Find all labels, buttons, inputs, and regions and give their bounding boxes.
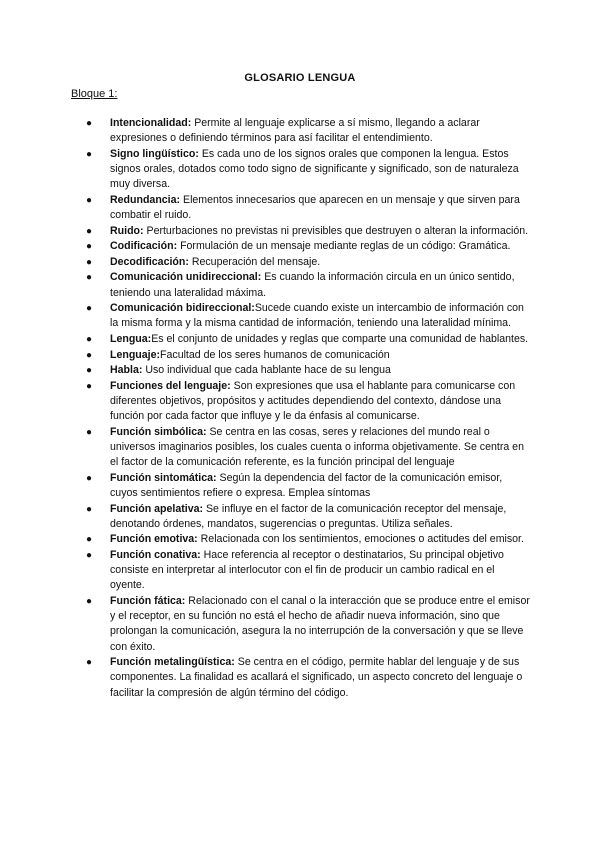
entry-definition: Se centra en el código, permite hablar del lenguaje y de sus componentes. La finalidad es acallará el significado, un aspecto concreto del lenguaje o facilitar la compresión de algún término del código.: [110, 656, 523, 699]
document-title: GLOSARIO LENGUA: [244, 72, 356, 84]
entry-definition: Se influye en el factor de la comunicación receptor del mensaje, denotando órdenes, mandatos, sugerencias o preguntas. Utiliza señales.: [110, 502, 507, 530]
bullet-icon: ●: [86, 194, 93, 206]
entry-definition: Recuperación del mensaje.: [191, 255, 321, 268]
entry-definition: Uso individual que cada hablante hace de su lengua: [145, 364, 391, 377]
entry-definition: Es cada uno de los signos orales que componen la lengua. Estos signos orales, dotados como todo signo de significante y significado, son de naturaleza muy diversa.: [110, 147, 519, 191]
glossary-entry: [83, 379, 531, 425]
entry-definition: Permite al lenguaje explicarse a sí mismo, llegando a aclarar expresiones o definiendo términos para así facilitar el entendimiento.: [110, 117, 480, 145]
section-heading: Bloque 1:: [71, 88, 118, 100]
bullet-icon: ●: [86, 241, 93, 253]
bullet-icon: ●: [86, 225, 93, 237]
entry-term: Función fática:: [110, 594, 186, 607]
entry-term: Signo lingüístico:: [110, 147, 199, 160]
entry-term: Función apelativa:: [110, 502, 204, 515]
bullet-icon: ●: [86, 549, 93, 561]
bullet-icon: ●: [86, 333, 93, 345]
entry-definition: Según la dependencia del factor de la comunicación emisor, cuyos sentimientos refiere o expresa. Emplea síntomas: [110, 471, 503, 499]
entry-term: Comunicación unidireccional:: [110, 271, 262, 284]
entry-term: Comunicación bidireccional:: [110, 302, 255, 315]
bullet-icon: ●: [86, 349, 93, 361]
glossary-entry: [83, 255, 531, 270]
glossary-entry: [83, 502, 531, 532]
glossary-entry: [83, 471, 531, 501]
entry-definition: Facultad de los seres humanos de comunicación: [160, 348, 390, 361]
entry-definition: Relacionada con los sentimientos, emociones o actitudes del emisor.: [200, 533, 524, 546]
bullet-icon: ●: [86, 256, 93, 268]
bullet-icon: ●: [86, 595, 93, 607]
entry-term: Función emotiva:: [110, 533, 198, 546]
entry-term: Decodificación:: [110, 255, 189, 268]
entry-term: Lengua:: [110, 332, 152, 345]
glossary-entry: [83, 655, 531, 701]
bullet-icon: ●: [86, 426, 93, 438]
entry-definition: Es cuando la información circula en un único sentido, teniendo una lateralidad máxima.: [110, 271, 515, 299]
entry-definition: Elementos innecesarios que aparecen en un mensaje y que sirven para combatir el ruido.: [110, 193, 520, 221]
bullet-icon: ●: [86, 365, 93, 377]
entry-definition: Se centra en las cosas, seres y relaciones del mundo real o universos imaginarios posibles, los cuales cuenta o informa objetivamente. Se centra en el factor de la comunicación referente, es la función principal del lenguaje: [110, 425, 524, 469]
bullet-icon: ●: [86, 657, 93, 669]
glossary-entry: [83, 332, 531, 347]
entry-definition: Formulación de un mensaje mediante reglas de un código: Gramática.: [180, 240, 511, 253]
glossary-entry: [83, 348, 531, 363]
entry-definition: Sucede cuando existe un intercambio de información con la misma forma y la misma cantidad de información, teniendo una lateralidad mínima.: [110, 302, 524, 330]
bullet-icon: ●: [86, 148, 93, 160]
entry-definition: Relacionado con el canal o la interacción que se produce entre el emisor y el receptor, en su función no está el hecho de añadir nueva información, sino que prolongan la comunicación, asegura la no interrupción de la conversación y que se lleve con éxito.: [110, 594, 530, 653]
entry-definition: Es el conjunto de unidades y reglas que comparte una comunidad de hablantes.: [151, 332, 529, 345]
entry-term: Función conativa:: [110, 548, 201, 561]
glossary-entry: [83, 270, 531, 300]
glossary-entry: [83, 532, 531, 547]
entry-term: Función simbólica:: [110, 425, 207, 438]
bullet-icon: ●: [86, 118, 93, 129]
glossary-entry: [83, 301, 531, 331]
bullet-icon: ●: [86, 503, 93, 515]
glossary-entry: [83, 425, 531, 471]
glossary-entry: [83, 594, 531, 655]
glossary-entry: [83, 239, 531, 254]
glossary-entry: [83, 193, 531, 223]
glossary-entry: [83, 116, 531, 146]
entry-term: Redundancia:: [110, 193, 181, 206]
bullet-icon: ●: [86, 472, 93, 484]
entry-definition: Perturbaciones no previstas ni previsibles que destruyen o alteran la información.: [146, 224, 529, 237]
entry-term: Función metalingüística:: [110, 656, 235, 669]
glossary-entry: [83, 224, 531, 239]
glossary-entry: [83, 548, 531, 594]
entry-definition: Hace referencia al receptor o destinatarios, Su principal objetivo consiste en interpretar al interlocutor con el fin de producir un cambio radical en el oyente.: [110, 548, 504, 592]
entry-term: Lenguaje:: [110, 348, 161, 361]
entry-term: Funciones del lenguaje:: [110, 379, 231, 392]
entry-term: Ruido:: [110, 224, 144, 237]
entry-term: Intencionalidad:: [110, 117, 192, 129]
entry-term: Habla:: [110, 364, 143, 377]
entry-term: Codificación:: [110, 240, 178, 253]
bullet-icon: ●: [86, 272, 93, 284]
glossary-entry: [83, 147, 531, 193]
entry-definition: Son expresiones que usa el hablante para comunicarse con diferentes objetivos, propósitos y actitudes dependiendo del contexto, dándose una función por cada factor que influye y le da énfasis al comunicarse.: [110, 379, 516, 423]
glossary-entry: [83, 363, 531, 378]
bullet-icon: ●: [86, 380, 93, 392]
bullet-icon: ●: [86, 534, 93, 546]
glossary-list: [83, 116, 531, 701]
entry-term: Función sintomática:: [110, 471, 217, 484]
bullet-icon: ●: [86, 303, 93, 315]
